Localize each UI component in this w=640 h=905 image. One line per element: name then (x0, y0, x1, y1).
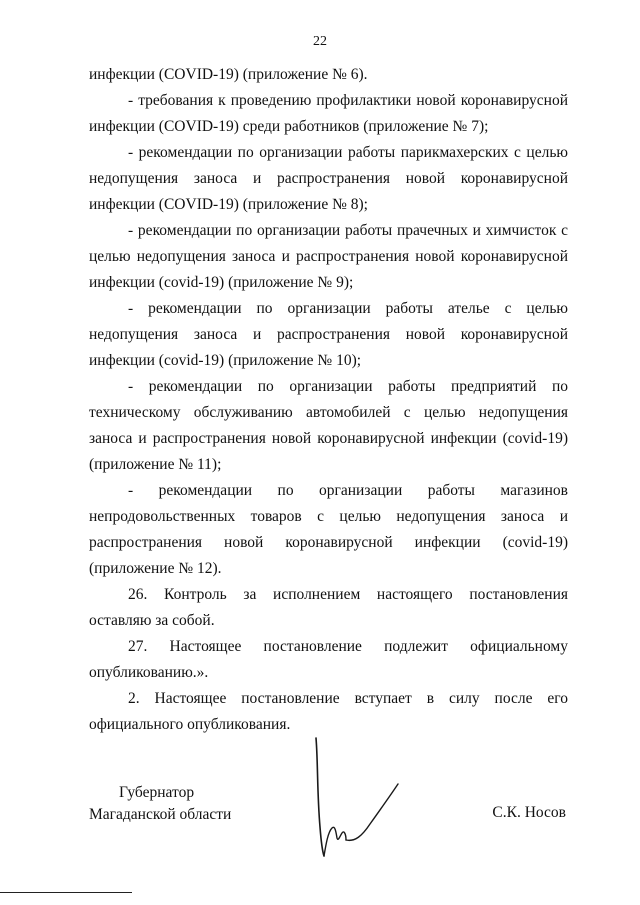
handwritten-signature (300, 732, 410, 862)
paragraph-9: 27. Настоящее постановление подлежит официальному опубликованию.». (89, 638, 568, 681)
signatory-title-line2: Магаданской области (89, 806, 232, 823)
signatory-title-line1: Губернатор (119, 784, 195, 801)
signatory-title (89, 782, 231, 826)
paragraph-3: - рекомендации по организации работы парикмахерских с целью недопущения заноса и распространения новой коронавирусной инфекции (COVID-19) (приложение № 8); (89, 144, 568, 213)
signatory-name: С.К. Носов (492, 804, 566, 821)
paragraph-4: - рекомендации по организации работы прачечных и химчисток с целью недопущения заноса и распространения новой коронавирусной инфекции (covid-19) (приложение № 9); (89, 222, 568, 291)
paragraph-6: - рекомендации по организации работы предприятий по техническому обслуживанию автомобилей с целью недопущения заноса и распространения новой коронавирусной инфекции (covid-19) (приложение № 11); (89, 378, 568, 473)
paragraph-8: 26. Контроль за исполнением настоящего постановления оставляю за собой. (89, 586, 568, 629)
paragraph-2: - требования к проведению профилактики новой коронавирусной инфекции (COVID-19) среди работников (приложение № 7); (89, 92, 568, 135)
paragraph-1: инфекции (COVID-19) (приложение № 6). (89, 66, 368, 83)
page-number: 22 (313, 34, 327, 49)
paragraph-7: - рекомендации по организации работы магазинов непродовольственных товаров с целью недопущения заноса и распространения новой коронавирусной инфекции (covid-19) (приложение № 12). (89, 482, 568, 577)
paragraph-5: - рекомендации по организации работы ателье с целью недопущения заноса и распространения новой коронавирусной инфекции (covid-19) (приложение № 10); (89, 300, 568, 369)
paragraph-10: 2. Настоящее постановление вступает в силу после его официального опубликования. (89, 690, 568, 733)
document-body (89, 62, 568, 738)
footnote-rule (0, 892, 132, 893)
